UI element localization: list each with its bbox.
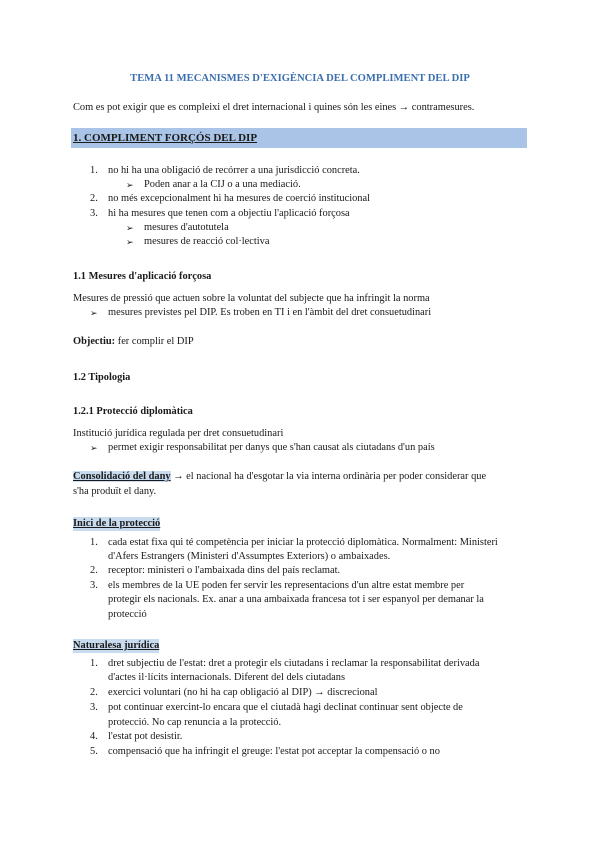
naturalesa-heading: Naturalesa jurídica xyxy=(73,639,159,653)
list-item: no més excepcionalment hi ha mesures de coerció institucional xyxy=(108,193,370,204)
list-item-line: d'actes il·lícits internacionals. Diferent del dels ciutadans xyxy=(108,672,346,683)
list-item-line: l'estat pot desistir. xyxy=(108,731,183,742)
bullet-item: permet exigir responsabilitat per danys que s'han causat als ciutadans d'un país xyxy=(108,442,435,453)
list-item-line: receptor: ministeri o l'ambaixada dins del país reclamat. xyxy=(108,565,341,576)
list-item-line: protecció. No cap renuncia a la protecció. xyxy=(108,717,282,728)
list-number: 5. xyxy=(90,746,98,757)
subsection-1-2-heading: 1.2 Tipologia xyxy=(73,372,131,383)
list-item: no hi ha una obligació de recórrer a una jurisdicció concreta. xyxy=(108,165,360,176)
consolidacio-paragraph xyxy=(73,470,527,484)
subsection-1-2-1-heading: 1.2.1 Protecció diplomàtica xyxy=(73,406,193,417)
list-number: 2. xyxy=(90,687,98,698)
arrow-bullet-icon: ➢ xyxy=(90,444,98,454)
list-item-line: pot continuar exercint-lo encara que el ciutadà hagi declinat continuar sent objecte de xyxy=(108,702,463,713)
subsection-1-1-heading: 1.1 Mesures d'aplicació forçosa xyxy=(73,271,212,282)
list-item-line: els membres de la UE poden fer servir les representacions d'un altre estat membre per xyxy=(108,580,465,591)
section-1-heading: 1. COMPLIMENT FORÇÓS DEL DIP xyxy=(73,132,258,144)
consolidacio-line2: s'ha produït el dany. xyxy=(73,486,157,497)
list-item-line: cada estat fixa qui té competència per iniciar la protecció diplomàtica. Normalment: Ministeri xyxy=(108,537,498,548)
list-item-line: exercici voluntari (no hi ha cap obligació al DIP) → discrecional xyxy=(108,687,378,698)
consolidacio-label: Consolidació del dany xyxy=(73,471,171,482)
list-item-line: protecció xyxy=(108,609,147,620)
list-item-line: d'Afers Estrangers (Ministeri d'Assumptes Exteriors) o ambaixades. xyxy=(108,551,391,562)
consolidacio-line1: → el nacional ha d'esgotar la via interna ordinària per poder considerar que xyxy=(170,471,487,482)
document-title: TEMA 11 MECANISMES D'EXIGÈNCIA DEL COMPLIMENT DEL DIP xyxy=(130,73,470,84)
arrow-bullet-icon: ➢ xyxy=(126,181,134,191)
list-number: 2. xyxy=(90,565,98,576)
paragraph: Mesures de pressió que actuen sobre la voluntat del subjecte que ha infringit la norma xyxy=(73,293,430,304)
list-number: 2. xyxy=(90,193,98,204)
list-number: 4. xyxy=(90,731,98,742)
sub-list-item: Poden anar a la CIJ o a una mediació. xyxy=(144,179,301,190)
arrow-bullet-icon: ➢ xyxy=(126,238,134,248)
list-item-line: protegir els nacionals. Ex. anar a una ambaixada francesa tot i ser espanyol per demanar la xyxy=(108,594,484,605)
bullet-item: mesures previstes pel DIP. Es troben en TI i en l'àmbit del dret consuetudinari xyxy=(108,307,432,318)
list-number: 3. xyxy=(90,580,98,591)
inici-heading: Inici de la protecció xyxy=(73,517,160,531)
list-number: 1. xyxy=(90,537,98,548)
arrow-bullet-icon: ➢ xyxy=(126,224,134,234)
list-number: 3. xyxy=(90,208,98,219)
sub-list-item: mesures de reacció col·lectiva xyxy=(144,236,270,247)
sub-list-item: mesures d'autotutela xyxy=(144,222,229,233)
objective-text: fer complir el DIP xyxy=(115,336,194,347)
arrow-bullet-icon: ➢ xyxy=(90,309,98,319)
objective-label: Objectiu: xyxy=(73,336,116,347)
list-number: 3. xyxy=(90,702,98,713)
intro-text: Com es pot exigir que es compleixi el dret internacional i quines són les eines → contramesures. xyxy=(73,102,475,113)
list-number: 1. xyxy=(90,165,98,176)
list-number: 1. xyxy=(90,658,98,669)
list-item: hi ha mesures que tenen com a objectiu l'aplicació forçosa xyxy=(108,208,350,219)
list-item-line: dret subjectiu de l'estat: dret a protegir els ciutadans i reclamar la responsabilitat derivada xyxy=(108,658,480,669)
list-item-line: compensació que ha infringit el greuge: l'estat pot acceptar la compensació o no xyxy=(108,746,440,757)
paragraph: Institució jurídica regulada per dret consuetudinari xyxy=(73,428,284,439)
objective-line xyxy=(73,335,194,349)
